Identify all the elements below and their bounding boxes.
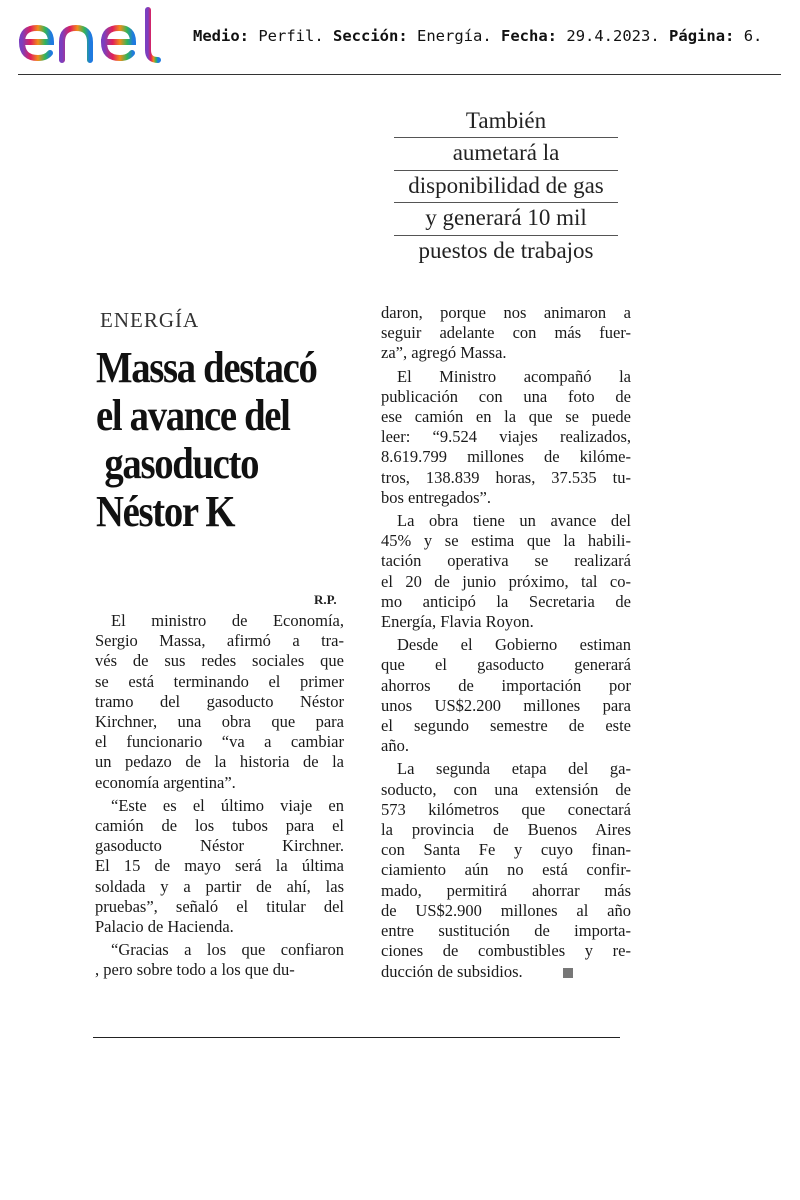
article-text-line: Kirchner, una obra que para [95,712,344,732]
headline-line: el avance del [96,391,290,440]
article-text-line: la provincia de Buenos Aires [381,820,631,840]
pagina-label: Página: [669,27,735,45]
article-text-line: entre sustitución de importa- [381,921,631,941]
article-text-line: que el gasoducto generará [381,655,631,675]
article-text-line: Desde el Gobierno estiman [397,635,631,655]
article-text-line: El 15 de mayo será la última [95,856,344,876]
svg-text:enel: enel [18,6,20,7]
article-text-line: 573 kilómetros que conectará [381,799,631,819]
article-text-line: camión de los tubos para el [95,816,344,836]
article-text-line: soldada y a partir de ahí, las [95,876,344,896]
article-text-line: La obra tiene un avance del [397,511,631,531]
article-text-line: se está terminando el primer [95,671,344,691]
section-label: ENERGÍA [100,308,200,332]
article-text-line: daron, porque nos animaron a [381,303,631,322]
article-text-line: La segunda etapa del ga- [397,759,631,779]
article-text-line: tros, 138.839 horas, 37.535 tu- [381,467,631,487]
fecha-value: 29.4.2023. [566,27,660,45]
article-text-line: Palacio de Hacienda. [95,917,234,937]
article-headline [96,344,366,536]
article-column-left [95,611,344,981]
article-text-line: mo anticipó la Secretaria de [381,591,631,611]
article-text-line: publicación con una foto de [381,386,631,406]
headline-line: gasoducto [96,439,259,488]
pull-quote-line: y generará 10 mil [394,203,618,235]
article-text-line: economía argentina”. [95,772,236,792]
header-divider [18,74,781,75]
article-text-line: Sergio Massa, afirmó a tra- [95,631,344,651]
clipping-metadata [193,27,762,45]
medio-label: Medio: [193,27,249,45]
article-text-line: el 20 de junio próximo, tal co- [381,571,631,591]
article-text-line: mado, permitirá ahorrar más [381,880,631,900]
article-text-line: pruebas”, señaló el titular del [95,896,344,916]
bottom-divider [93,1037,620,1038]
medio-value: Perfil. [258,27,324,45]
article-text-line: 8.619.799 millones de kilóme- [381,447,631,467]
article-text-line: ciamiento aún no está confir- [381,860,631,880]
article-text-line: seguir adelante con más fuer- [381,323,631,343]
pull-quote-line: aumetará la [394,138,618,170]
seccion-value: Energía. [417,27,492,45]
article-text-line: tramo del gasoducto Néstor [95,691,344,711]
article-text-line: de US$2.900 millones al año [381,900,631,920]
article-text-line: za”, agregó Massa. [381,343,507,363]
article-column-right [381,303,631,982]
byline: R.P. [314,592,337,607]
article-text-line: ahorros de importación por [381,675,631,695]
pagina-value: 6. [743,27,763,45]
fecha-label: Fecha: [501,27,558,45]
article-text-line: Energía, Flavia Royon. [381,612,534,632]
headline-line: Massa destacó [96,343,317,392]
enel-logo [18,6,180,66]
article-text-line: año. [381,736,409,756]
pull-quote-line: disponibilidad de gas [394,171,618,203]
article-text-line: unos US$2.200 millones para [381,695,631,715]
article-text-line: ese camión en la que se puede [381,407,631,427]
article-text-line: El Ministro acompañó la [397,366,631,386]
article-text-line: “Gracias a los que confiaron [111,940,344,960]
pull-quote-line: puestos de trabajos [418,237,594,263]
article-text-line: el funcionario “va a cambiar [95,732,344,752]
seccion-label: Sección: [333,27,408,45]
article-text-line: ciones de combustibles y re- [381,941,631,961]
clipping-header [0,0,800,76]
pull-quote-line: También [394,106,618,138]
article-text-line: el segundo semestre de este [381,716,631,736]
article-text-line: vés de sus redes sociales que [95,651,344,671]
article-text-line: con Santa Fe y cuyo finan- [381,840,631,860]
article-text-line: un pedazo de la historia de la [95,752,344,772]
article-text-line: ducción de subsidios. [381,962,631,982]
article-text-line: , pero sobre todo a los que du- [95,960,295,980]
article-text-line: bos entregados”. [381,487,491,507]
article-text-line: El ministro de Economía, [111,611,344,630]
end-of-article-mark [563,968,573,978]
article-text-line: gasoducto Néstor Kirchner. [95,836,344,856]
article-text-line: tación operativa se realizará [381,551,631,571]
article-text-line: soducto, con una extensión de [381,779,631,799]
article-text-line: “Este es el último viaje en [111,795,344,815]
article-text-line: 45% y se estima que la habili- [381,531,631,551]
pull-quote [394,106,618,267]
article-text-line: leer: “9.524 viajes realizados, [381,427,631,447]
headline-line: Néstor K [96,487,235,536]
